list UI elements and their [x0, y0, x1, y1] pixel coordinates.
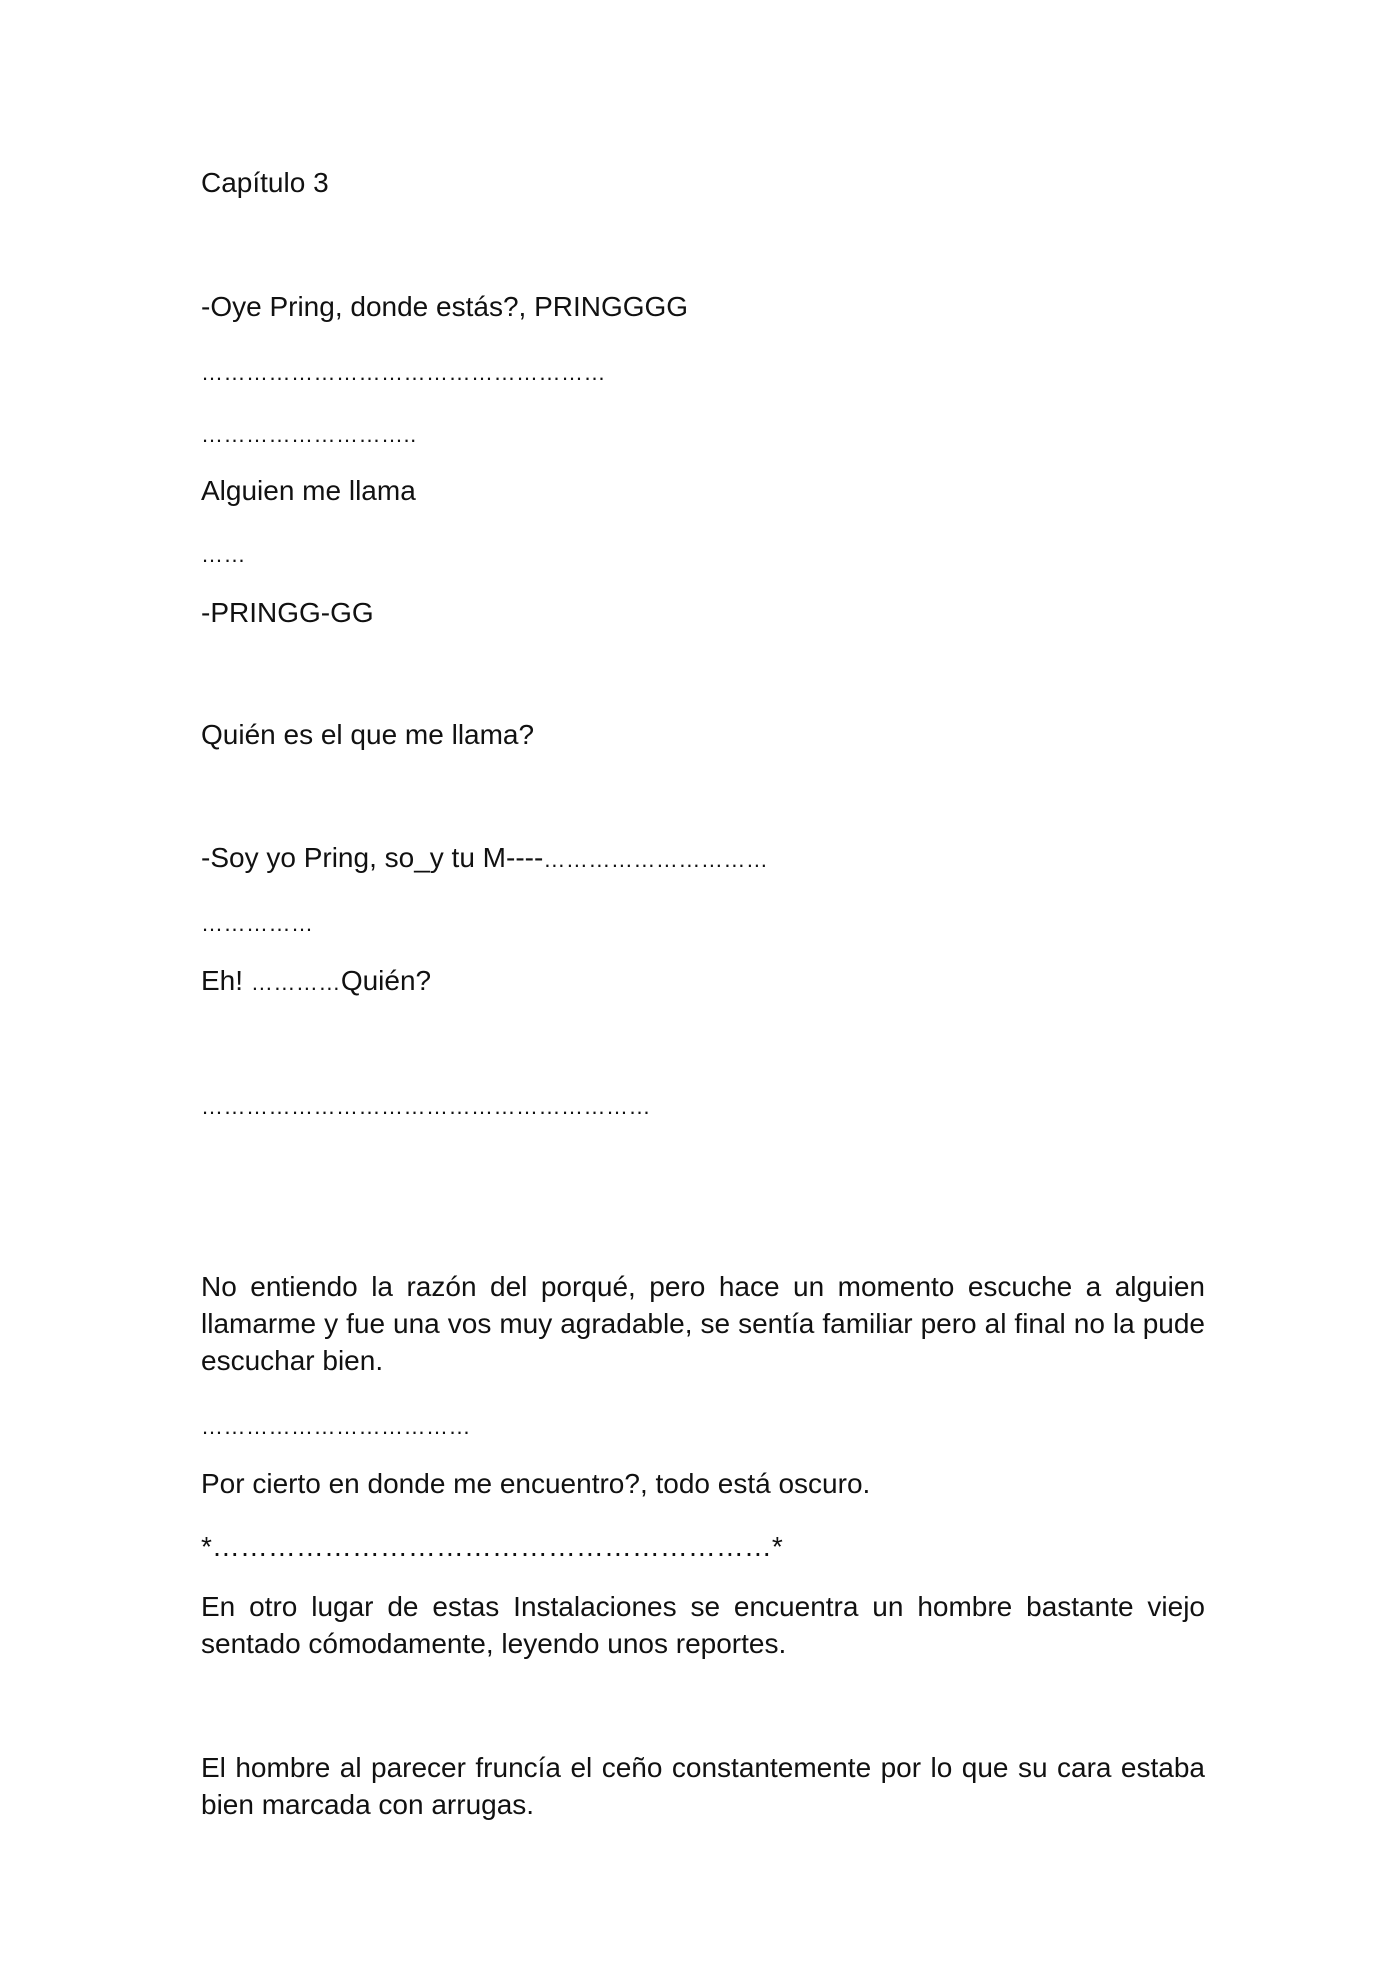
narration-line: Alguien me llama [201, 475, 416, 506]
ellipsis-line: ……………………………………………… [201, 360, 606, 385]
paragraph: En otro lugar de estas Instalaciones se encuentra un hombre bastante viejo sentado cómodamente, leyendo unos reportes. [201, 1591, 1205, 1659]
narration-line: Por cierto en donde me encuentro?, todo está oscuro. [201, 1468, 871, 1499]
ellipsis: ………………………… [543, 847, 769, 872]
dialogue-line: -Oye Pring, donde estás?, PRINGGGG [201, 291, 689, 322]
ellipsis-line: …………… [201, 911, 314, 936]
narration-line [201, 962, 431, 1001]
chapter-title: Capítulo 3 [201, 167, 329, 198]
scene-break: *……………………………………………………* [201, 1531, 783, 1562]
question-text: Quién? [340, 965, 432, 996]
ellipsis-line: ……………………………… [201, 1414, 471, 1439]
dialogue-line: -PRINGG-GG [201, 597, 374, 628]
ellipsis: ………… [250, 970, 341, 995]
ellipsis-line: …… [201, 542, 246, 567]
dialogue-text: -Soy yo Pring, so_y tu M---- [201, 842, 544, 873]
ellipsis-line: …………………………………………………… [201, 1094, 651, 1119]
ellipsis-line: ……………………….. [201, 422, 417, 447]
paragraph: No entiendo la razón del porqué, pero hace un momento escuche a alguien llamarme y fue una vos muy agradable, se sentía familiar pero al final no la pude escuchar bien. [201, 1271, 1205, 1376]
exclamation-text: Eh! [201, 965, 251, 996]
paragraph: El hombre al parecer fruncía el ceño constantemente por lo que su cara estaba bien marcada con arrugas. [201, 1752, 1205, 1820]
dialogue-line [201, 839, 768, 878]
narration-line: Quién es el que me llama? [201, 719, 535, 750]
